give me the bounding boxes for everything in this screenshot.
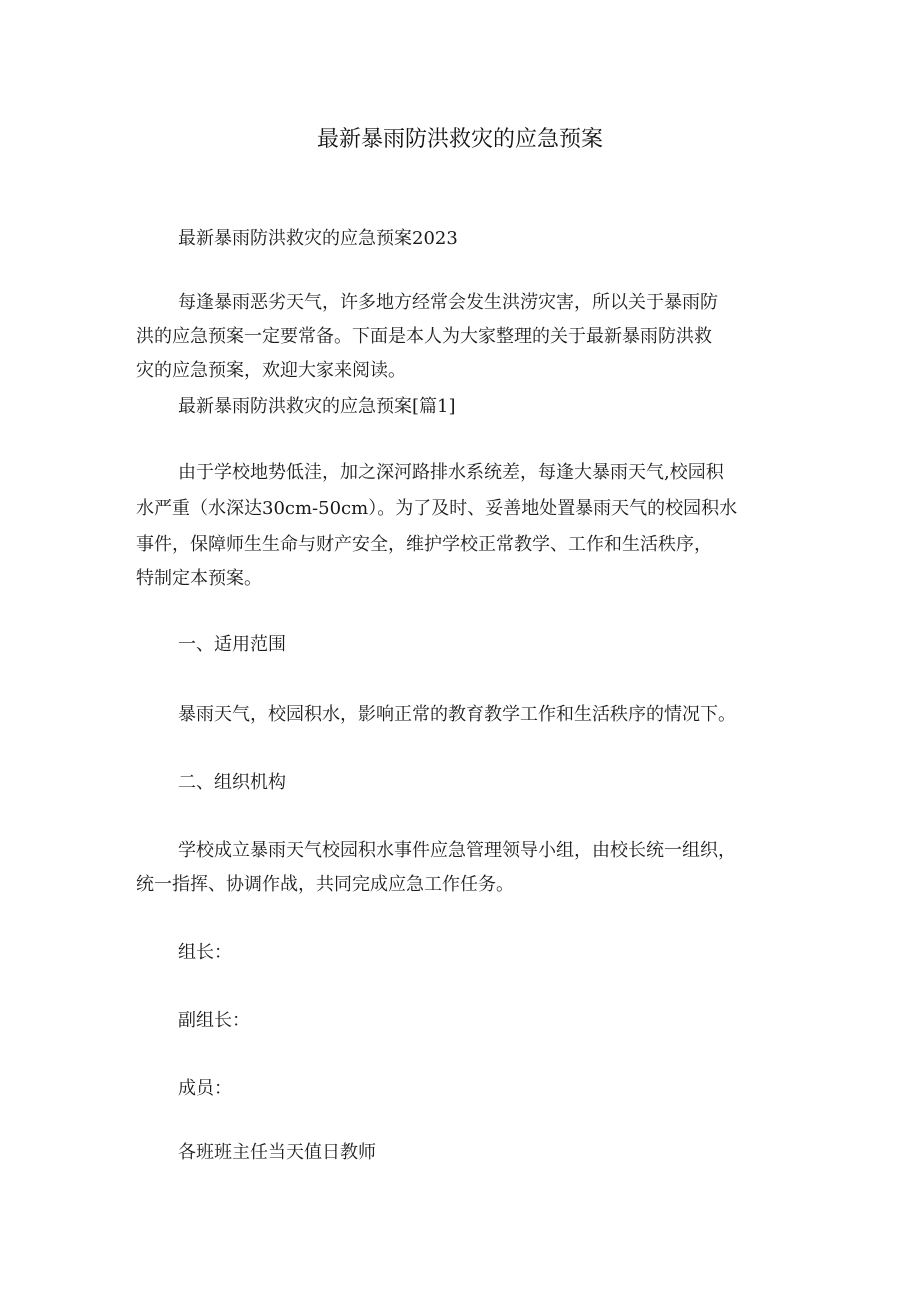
document-subtitle: 最新暴雨防洪救灾的应急预案2023 — [178, 228, 458, 249]
org-text-line-1: 学校成立暴雨天气校园积水事件应急管理领导小组，由校长统一组织， — [178, 840, 736, 861]
leader-label: 组长： — [178, 942, 232, 963]
para1-line-2: 水严重（水深达30cm-50cm）。为了及时、妥善地处置暴雨天气的校园积水 — [136, 498, 738, 519]
para1-line-4: 特制定本预案。 — [136, 568, 262, 589]
members-label: 成员： — [178, 1078, 232, 1099]
members-list: 各班班主任当天值日教师 — [178, 1142, 376, 1163]
scope-heading: 一、适用范围 — [178, 634, 286, 655]
intro-line-1: 每逢暴雨恶劣天气，许多地方经常会发生洪涝灾害，所以关于暴雨防 — [178, 292, 718, 313]
scope-text: 暴雨天气，校园积水，影响正常的教育教学工作和生活秩序的情况下。 — [178, 704, 736, 725]
section-heading: 最新暴雨防洪救灾的应急预案[篇1] — [178, 396, 456, 417]
org-text-line-2: 统一指挥、协调作战，共同完成应急工作任务。 — [136, 874, 514, 895]
intro-line-3: 灾的应急预案，欢迎大家来阅读。 — [136, 360, 406, 381]
intro-line-2: 洪的应急预案一定要常备。下面是本人为大家整理的关于最新暴雨防洪救 — [136, 326, 712, 347]
org-heading: 二、组织机构 — [178, 772, 286, 793]
para1-line-1: 由于学校地势低洼，加之深河路排水系统差，每逢大暴雨天气,校园积 — [178, 462, 724, 483]
document-title: 最新暴雨防洪救灾的应急预案 — [316, 127, 603, 152]
vice-leader-label: 副组长： — [178, 1010, 250, 1031]
para1-line-3: 事件，保障师生生命与财产安全，维护学校正常教学、工作和生活秩序， — [136, 534, 712, 555]
